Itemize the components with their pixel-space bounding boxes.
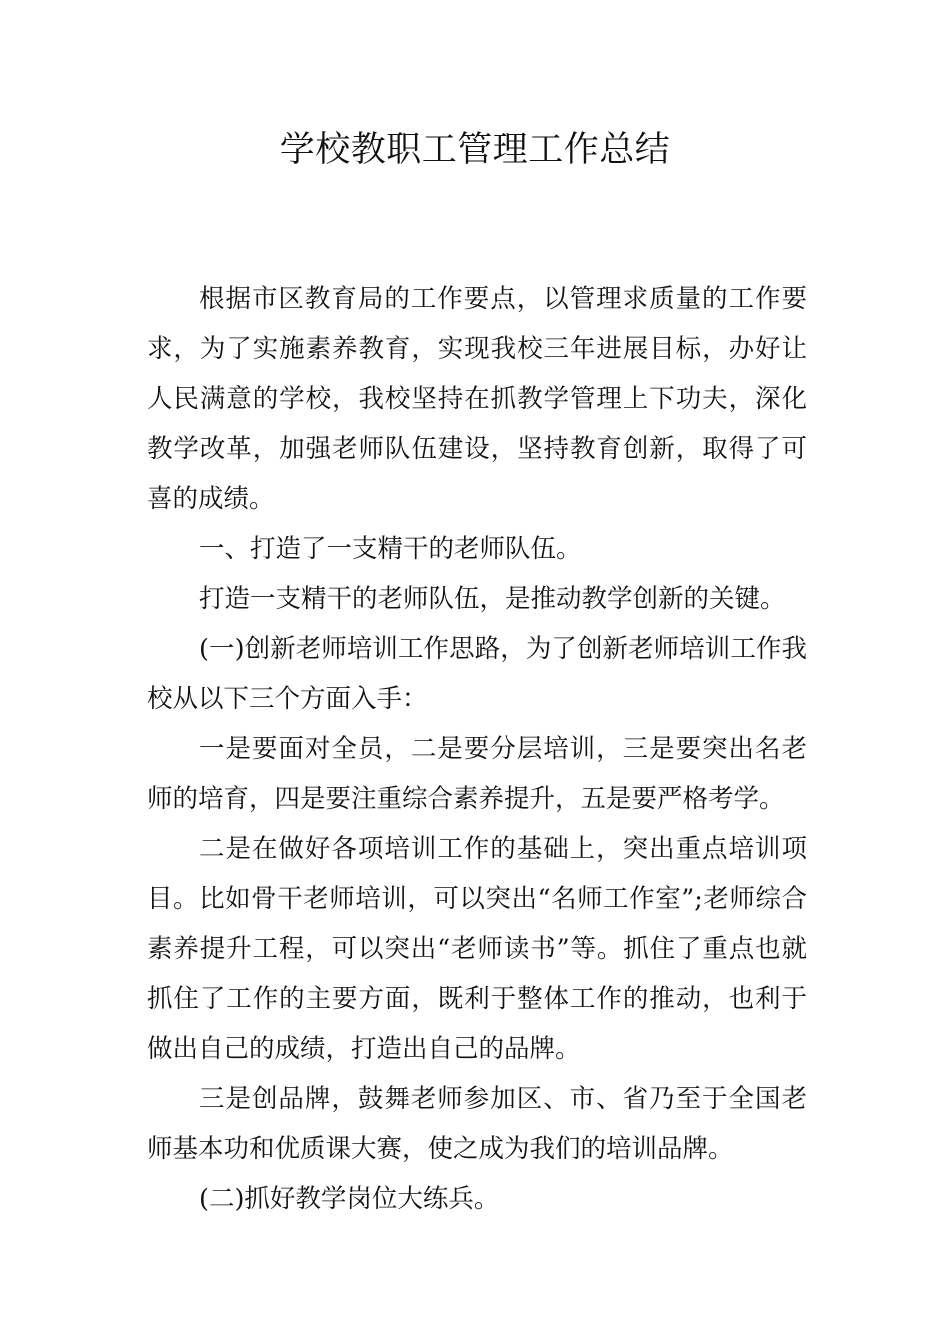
- paragraph-item-3: 三是创品牌，鼓舞老师参加区、市、省乃至于全国老师基本功和优质课大赛，使之成为我们的培训品牌。: [147, 1084, 807, 1164]
- subsection-heading-1: (一)创新老师培训工作思路，为了创新老师培训工作我校从以下三个方面入手：: [147, 634, 807, 714]
- document-title: 学校教职工管理工作总结: [279, 130, 671, 170]
- paragraph-intro: 根据市区教育局的工作要点，以管理求质量的工作要求，为了实施素养教育，实现我校三年进展目标，办好让人民满意的学校，我校坚持在抓教学管理上下功夫，深化教学改革，加强老师队伍建设，坚持教育创新，取得了可喜的成绩。: [147, 284, 807, 514]
- paragraph-key-point: 打造一支精干的老师队伍，是推动教学创新的关键。: [199, 584, 786, 614]
- section-heading-1: 一、打造了一支精干的老师队伍。: [199, 534, 582, 564]
- subsection-heading-2: (二)抓好教学岗位大练兵。: [199, 1184, 500, 1214]
- paragraph-item-1: 一是要面对全员，二是要分层培训，三是要突出名老师的培育，四是要注重综合素养提升，五是要严格考学。: [147, 734, 807, 814]
- paragraph-item-2: 二是在做好各项培训工作的基础上，突出重点培训项目。比如骨干老师培训，可以突出“名师工作室”;老师综合素养提升工程，可以突出“老师读书”等。抓住了重点也就抓住了工作的主要方面，既利于整体工作的推动，也利于做出自己的成绩，打造出自己的品牌。: [147, 834, 807, 1064]
- document-body: [147, 274, 807, 1224]
